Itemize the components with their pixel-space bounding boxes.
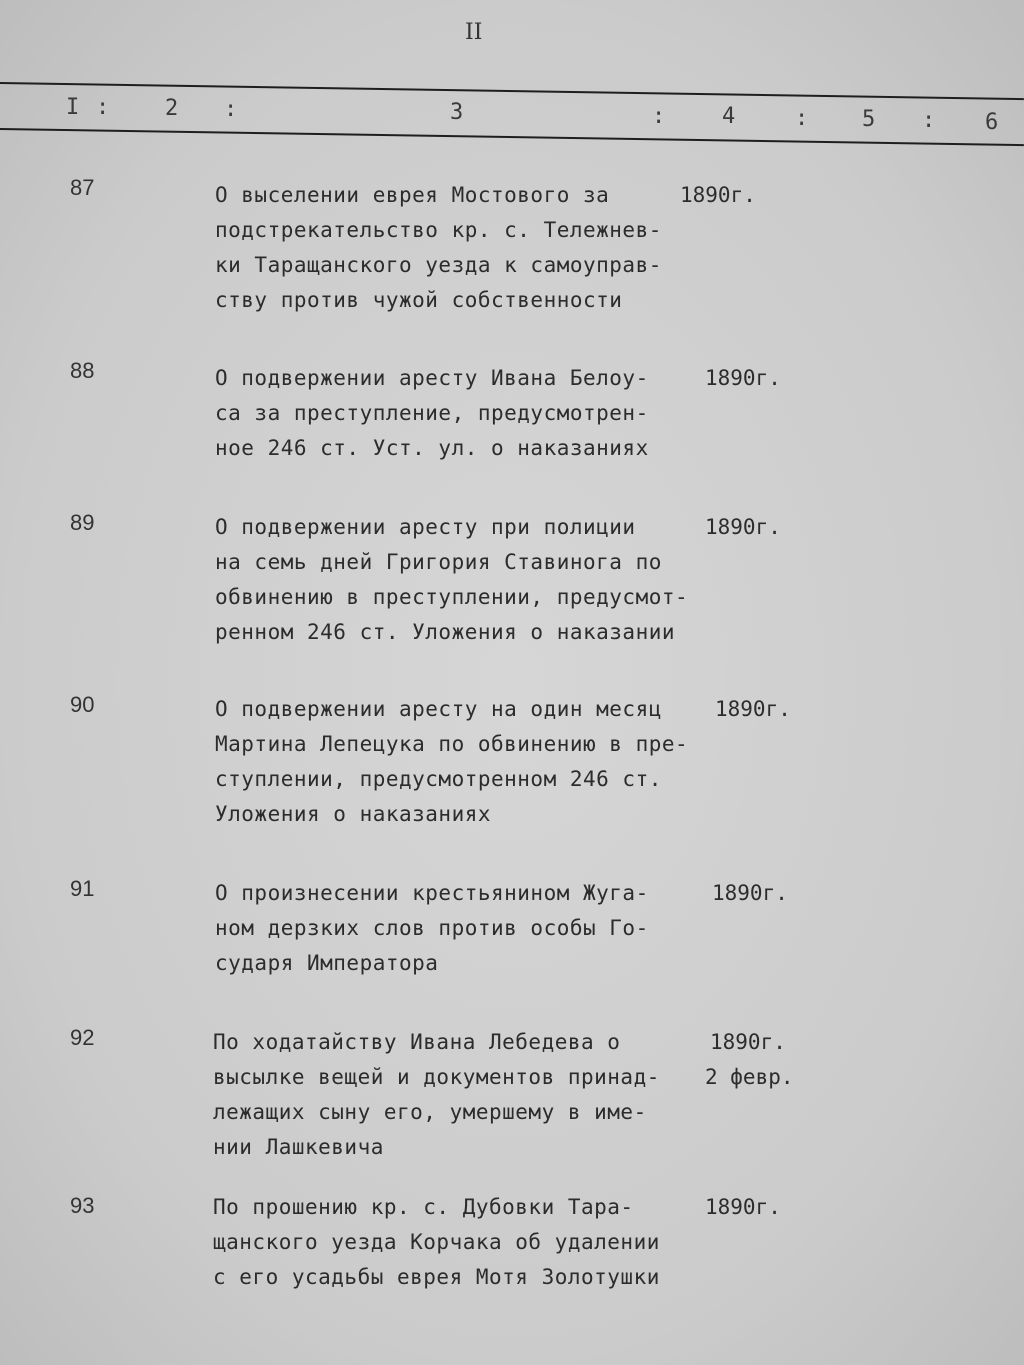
- column-separator: :: [652, 104, 666, 129]
- description-line: ки Таращанского уезда к самоуправ-: [215, 253, 662, 277]
- entry-date: [705, 361, 781, 396]
- description-line: обвинению в преступлении, предусмот-: [215, 585, 689, 609]
- description-line: высылке вещей и документов принад-: [213, 1065, 660, 1089]
- entry-number: 90: [70, 692, 95, 717]
- description-line: Мартина Лепецука по обвинению в пре-: [215, 732, 689, 756]
- entry-number: 91: [70, 876, 95, 901]
- column-separator: :: [922, 108, 936, 133]
- entry-number: 92: [70, 1025, 95, 1050]
- description-line: са за преступление, предусмотрен-: [215, 401, 649, 425]
- date-line: 1890г.: [680, 183, 756, 207]
- date-line: 1890г.: [715, 697, 791, 721]
- description-line: По прошению кр. с. Дубовки Тара-: [213, 1195, 634, 1219]
- description-line: на семь дней Григория Ставинога по: [215, 550, 662, 574]
- entry-date: [715, 692, 791, 727]
- page-number: II: [465, 20, 483, 45]
- header-top-rule: [0, 82, 1024, 100]
- entry-date: [705, 510, 781, 545]
- column-separator: :: [224, 97, 238, 122]
- description-line: По ходатайству Ивана Лебедева о: [213, 1030, 621, 1054]
- description-line: ренном 246 ст. Уложения о наказании: [215, 620, 676, 644]
- entry-number: 88: [70, 358, 95, 383]
- description-line: подстрекательство кр. с. Тележнев-: [215, 218, 662, 242]
- date-line: 2 февр.: [705, 1065, 794, 1089]
- description-line: О подвержении аресту при полиции: [215, 515, 636, 539]
- description-line: ступлении, предусмотренном 246 ст.: [215, 767, 662, 791]
- description-line: Уложения о наказаниях: [215, 802, 492, 826]
- description-line: О подвержении аресту Ивана Белоу-: [215, 366, 649, 390]
- column-header-6: 6: [985, 110, 999, 135]
- entry-number: 87: [70, 175, 95, 200]
- description-line: щанского уезда Корчака об удалении: [213, 1230, 660, 1254]
- entry-number: 93: [70, 1193, 95, 1218]
- description-line: О выселении еврея Мостового за: [215, 183, 610, 207]
- column-header-1: I: [66, 95, 80, 120]
- description-line: ном дерзких слов против особы Го-: [215, 916, 649, 940]
- column-header-5: 5: [862, 107, 876, 132]
- column-header-2: 2: [165, 96, 179, 121]
- date-line: 1890г.: [705, 366, 781, 390]
- date-line: 1890г.: [705, 1195, 781, 1219]
- entry-date: [712, 876, 788, 911]
- entry-date: [705, 1025, 794, 1095]
- description-line: с его усадьбы еврея Мотя Золотушки: [213, 1265, 660, 1289]
- description-line: О произнесении крестьянином Жуга-: [215, 881, 649, 905]
- description-line: О подвержении аресту на один месяц: [215, 697, 662, 721]
- date-line: 1890г.: [710, 1030, 786, 1054]
- column-separator: :: [795, 106, 809, 131]
- entry-number: 89: [70, 510, 95, 535]
- date-line: 1890г.: [712, 881, 788, 905]
- date-line: 1890г.: [705, 515, 781, 539]
- description-line: сударя Императора: [215, 951, 439, 975]
- entry-date: [680, 178, 756, 213]
- column-header-4: 4: [722, 104, 736, 129]
- description-line: нии Лашкевича: [213, 1135, 384, 1159]
- column-separator: :: [96, 95, 110, 120]
- column-header-3: 3: [450, 100, 464, 125]
- description-line: ное 246 ст. Уст. ул. о наказаниях: [215, 436, 649, 460]
- entry-date: [705, 1190, 781, 1225]
- description-line: лежащих сыну его, умершему в име-: [213, 1100, 647, 1124]
- description-line: ству против чужой собственности: [215, 288, 623, 312]
